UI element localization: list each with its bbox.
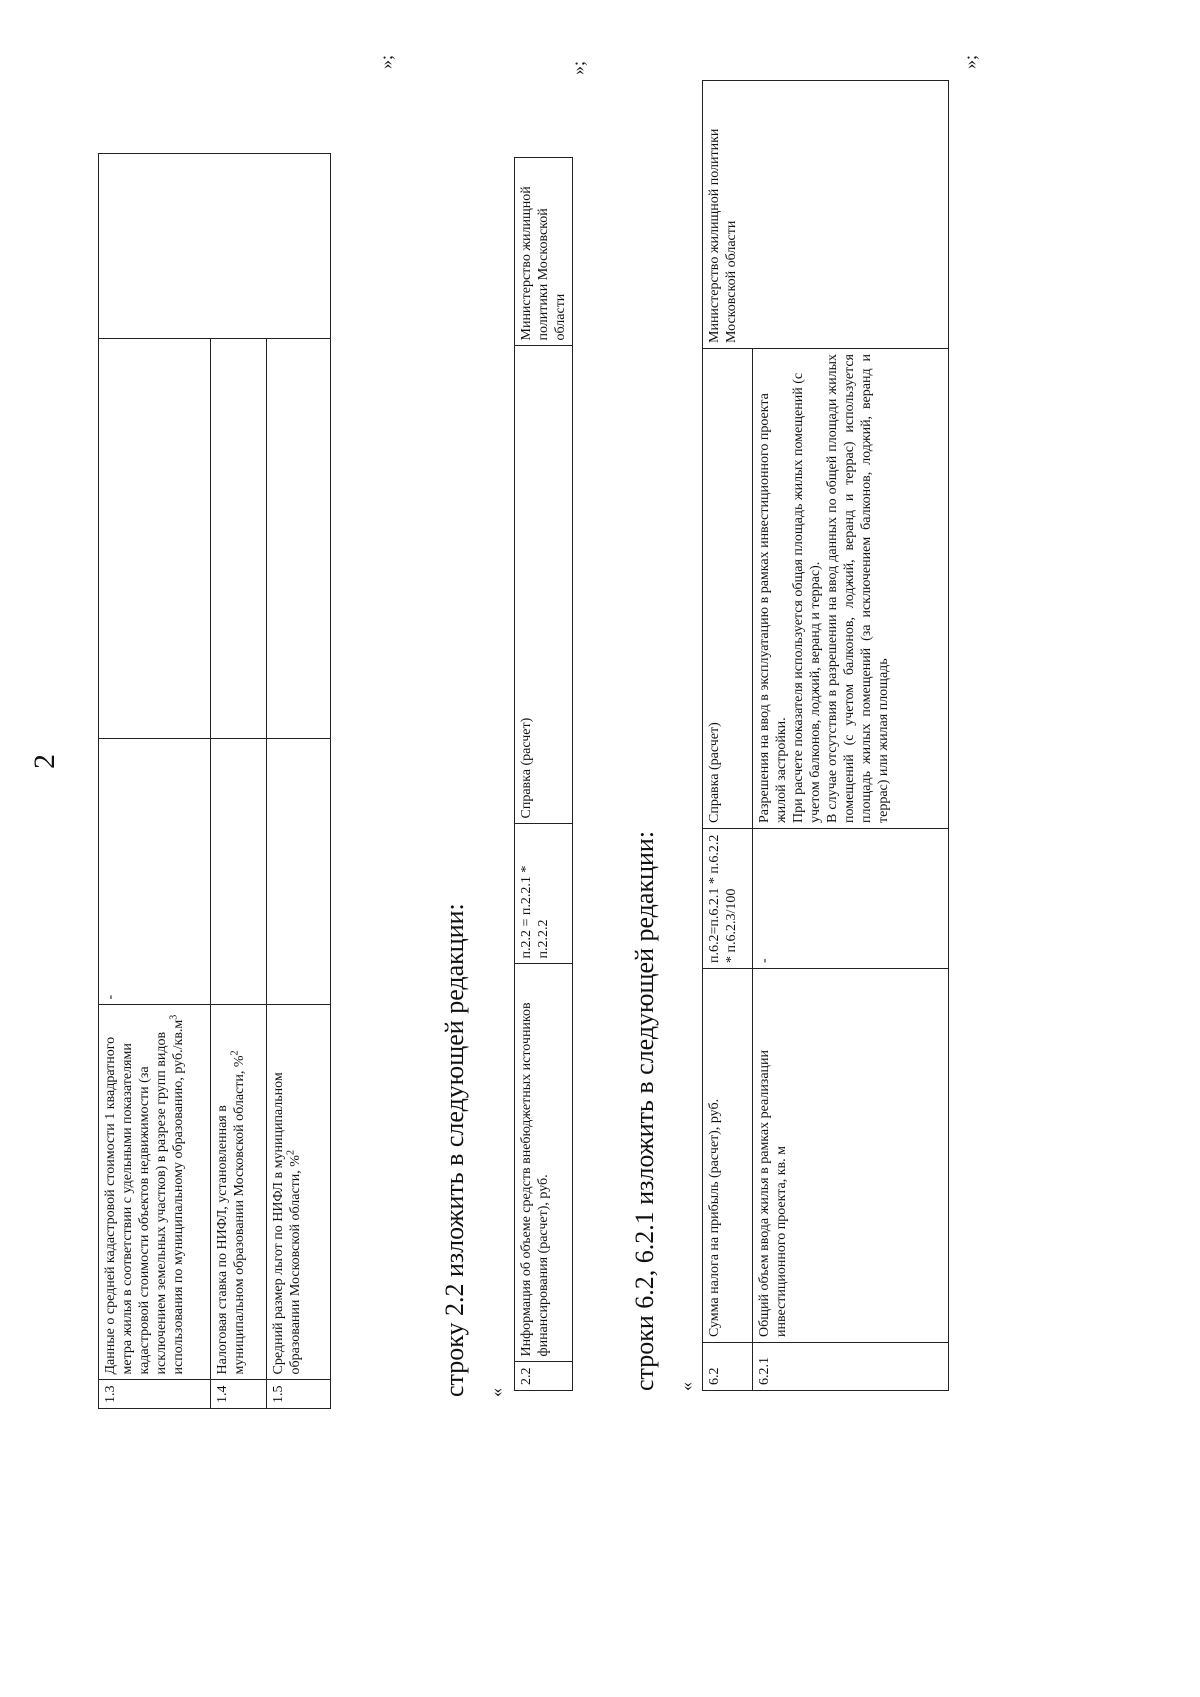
row-number: 1.5 [267,1380,331,1409]
indicator-name: Средний размер льгот по НИФЛ в муниципальном образовании Московской области, %$^2$ [267,1005,331,1380]
formula-cell: п.2.2 = п.2.2.1 * п.2.2.2 [515,824,573,964]
indicator-name: Налоговая ставка по НИФЛ, установленная в муниципальном образовании Московской области, %$^2$ [211,1005,267,1380]
closing-quote: »; [376,54,396,69]
table-row [703,81,753,1391]
section-heading: строку 2.2 изложить в следующей редакции: [440,903,469,1397]
source-paragraph: Разрешения на ввод в эксплуатацию в рамках инвестиционного проекта жилой застройки. [757,393,789,823]
table-row [267,154,331,1409]
formula-cell: п.6.2=п.6.2.1 * п.6.2.2 * п.6.2.3/100 [703,829,753,969]
indicator-name: Информация об объеме средств внебюджетных источников финансирования (расчет), руб. [515,964,573,1362]
table-rows-6-2 [702,80,949,1391]
formula-cell [211,739,267,1005]
org-cell: Министерство жилищной политики Московской области [703,81,949,349]
source-paragraph: В случае отсутствия в разрешении на ввод данных по общей площади жилых помещений (с учетом балконов, лоджий, веранд и террас) используется площадь жилых помещений (за исключением балконов, лоджий, веранд и террас) или жилая площадь [825,354,891,823]
closing-quote: »; [568,60,588,75]
org-cell: Министерство жилищной политики Московской области [515,158,573,346]
indicator-name: Данные о средней кадастровой стоимости 1 квадратного метра жилья в соответствии с удельными показателями кадастровой стоимости объектов недвижимости (за исключением земельных участков) в разрезе групп видов использования по муниципальному образованию, $руб./кв.м^3$ [99,1005,211,1380]
formula-cell [267,739,331,1005]
source-paragraph: При расчете показателя используется общая площадь жилых помещений (с учетом балконов, лоджий, веранд и террас). [791,372,823,823]
source-cell [267,339,331,739]
row-number: 6.2 [703,1343,753,1391]
page-number: 2 [28,754,61,769]
org-cell [99,154,331,339]
opening-quote: « [676,1382,696,1391]
row-number: 1.4 [211,1380,267,1409]
row-number: 2.2 [515,1362,573,1391]
source-cell [99,339,211,739]
indicator-name: Общий объем ввода жилья в рамках реализации инвестиционного проекта, кв. м [753,969,949,1343]
table-row [515,158,573,1391]
table-row-2-2 [514,158,573,1392]
opening-quote: « [486,1388,506,1397]
formula-cell: - [753,829,949,969]
closing-quote: »; [960,54,980,69]
table-indicators-1 [98,154,331,1410]
table-row [99,154,211,1409]
row-number: 6.2.1 [753,1343,949,1391]
formula-cell: - [99,739,211,1005]
indicator-name: Сумма налога на прибыль (расчет), руб. [703,969,753,1343]
row-number: 1.3 [99,1380,211,1409]
section-heading: строки 6.2, 6.2.1 изложить в следующей редакции: [630,830,659,1391]
table-row [211,154,267,1409]
source-cell [211,339,267,739]
source-cell: Справка (расчет) [515,346,573,824]
source-cell [753,349,949,829]
source-cell: Справка (расчет) [703,349,753,829]
